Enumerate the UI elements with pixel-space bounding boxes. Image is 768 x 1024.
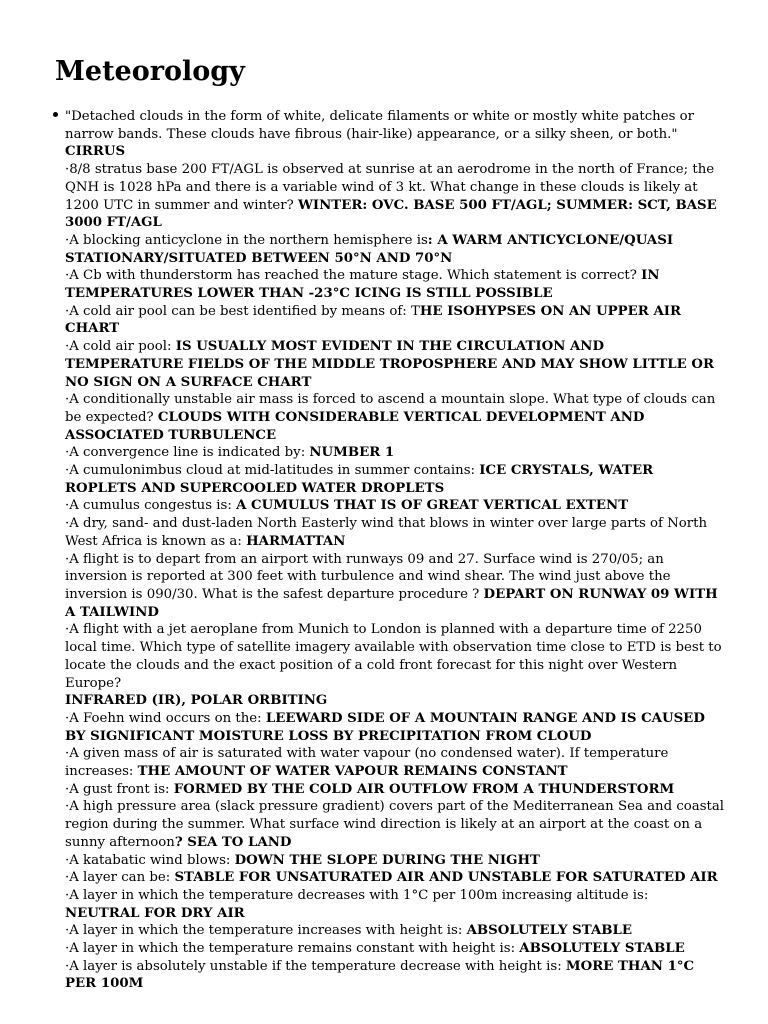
answer-text: DEPART ON RUNWAY 09 WITH A TAILWIND bbox=[65, 586, 718, 620]
answer-text: CLOUDS WITH CONSIDERABLE VERTICAL DEVELOPMENT AND ASSOCIATED TURBULENCE bbox=[65, 409, 645, 443]
question-text: ·A dry, sand- and dust-laden North Easterly wind that blows in winter over large parts of North West Africa is known as a: bbox=[65, 516, 708, 549]
question-text: ·A conditionally unstable air mass is forced to ascend a mountain slope. What type of clouds can be expected? bbox=[65, 392, 716, 425]
answer-text: MORE THAN 1°C PER 100M bbox=[65, 958, 695, 992]
qa-entry bbox=[65, 391, 725, 444]
qa-entry bbox=[65, 887, 725, 922]
question-text: ·A cold air pool: bbox=[65, 339, 176, 355]
answer-text: THE AMOUNT OF WATER VAPOUR REMAINS CONSTANT bbox=[137, 764, 568, 780]
qa-entry bbox=[65, 710, 725, 745]
qa-list bbox=[65, 108, 725, 993]
qa-entry bbox=[65, 462, 725, 497]
question-text: ·A layer is absolutely unstable if the temperature decrease with height is: bbox=[65, 958, 566, 974]
qa-entry bbox=[65, 338, 725, 391]
question-text: ·A convergence line is indicated by: bbox=[65, 445, 310, 461]
qa-entry bbox=[65, 232, 725, 267]
answer-text: IS USUALLY MOST EVIDENT IN THE CIRCULATION AND TEMPERATURE FIELDS OF THE MIDDLE TROPOSPHERE AND MAY SHOW LITTLE OR NO SIGN ON A SURFACE CHART bbox=[65, 339, 715, 390]
qa-entry bbox=[65, 940, 725, 958]
answer-text: IN TEMPERATURES LOWER THAN -23°C ICING IS STILL POSSIBLE bbox=[65, 268, 660, 302]
question-text: ·A cumulonimbus cloud at mid-latitudes in summer contains: bbox=[65, 463, 480, 479]
answer-text: INFRARED (IR), POLAR ORBITING bbox=[65, 693, 328, 709]
question-text: ·A gust front is: bbox=[65, 781, 174, 797]
qa-entry bbox=[65, 303, 725, 338]
question-text: ·A high pressure area (slack pressure gradient) covers part of the Mediterranean Sea and coastal region during the summer. What surface wind direction is likely at an airport at the coast on a sunny afternoon bbox=[65, 799, 725, 850]
list-bullet bbox=[53, 112, 58, 117]
answer-text: ICE CRYSTALS, WATER ROPLETS AND SUPERCOOLED WATER DROPLETS bbox=[65, 463, 654, 496]
question-text: ·A flight is to depart from an airport with runways 09 and 27. Surface wind is 270/05; an inversion is reported at 300 feet with turbulence and wind shear. The wind just above the inversion is 090/30. What is the safest departure procedure ? bbox=[65, 551, 671, 602]
question-text: ·A given mass of air is saturated with water vapour (no condensed water). If temperature increases: bbox=[65, 746, 669, 780]
question-text: ·A katabatic wind blows: bbox=[65, 852, 235, 868]
qa-entry bbox=[65, 108, 725, 161]
answer-text: WINTER: OVC. BASE 500 FT/AGL; SUMMER: SCT, BASE 3000 FT/AGL bbox=[65, 197, 717, 231]
qa-entry bbox=[65, 444, 725, 462]
qa-entry bbox=[65, 161, 725, 232]
question-text: ·A cumulus congestus is: bbox=[65, 498, 237, 514]
qa-entry bbox=[65, 798, 725, 851]
answer-text: STABLE FOR UNSATURATED AIR AND UNSTABLE FOR SATURATED AIR bbox=[174, 870, 718, 886]
page-title: Meteorology bbox=[55, 56, 245, 87]
qa-entry bbox=[65, 869, 725, 887]
question-text: ·A Cb with thunderstorm has reached the mature stage. Which statement is correct? bbox=[65, 268, 642, 284]
question-text: ·A cold air pool can be best identified by means of: T bbox=[65, 303, 420, 319]
qa-entry bbox=[65, 515, 725, 550]
question-text: ·A Foehn wind occurs on the: bbox=[65, 710, 266, 726]
answer-text: ABSOLUTELY STABLE bbox=[466, 923, 632, 939]
question-text: ·A layer in which the temperature increases with height is: bbox=[65, 923, 467, 939]
qa-entry bbox=[65, 745, 725, 780]
question-text: ·A flight with a jet aeroplane from Munich to London is planned with a departure time of 2250 local time. Which type of satellite imagery available with observation time close to ETD is best to locate the clouds and the exact position of a cold front forecast for this night over Western Europe? bbox=[65, 622, 722, 691]
answer-text: ? SEA TO LAND bbox=[174, 834, 292, 850]
question-text: ·A blocking anticyclone in the northern hemisphere is bbox=[65, 232, 428, 248]
answer-text: ABSOLUTELY STABLE bbox=[519, 941, 685, 957]
answer-text: FORMED BY THE COLD AIR OUTFLOW FROM A THUNDERSTORM bbox=[173, 781, 675, 797]
qa-entry bbox=[65, 852, 725, 870]
qa-entry bbox=[65, 551, 725, 622]
question-text: ·8/8 stratus base 200 FT/AGL is observed at sunrise at an aerodrome in the north of France; the QNH is 1028 hPa and there is a variable wind of 3 kt. What change in these clouds is likely at 1200 UTC in summer and winter? bbox=[65, 162, 715, 213]
qa-entry bbox=[65, 621, 725, 710]
answer-text: NEUTRAL FOR DRY AIR bbox=[65, 905, 245, 921]
question-text: ·A layer can be: bbox=[65, 870, 175, 886]
answer-text: LEEWARD SIDE OF A MOUNTAIN RANGE AND IS CAUSED BY SIGNIFICANT MOISTURE LOSS BY PRECIPITATION FROM CLOUD bbox=[65, 710, 705, 744]
qa-entry bbox=[65, 922, 725, 940]
qa-entry bbox=[65, 958, 725, 993]
question-text: "Detached clouds in the form of white, delicate filaments or white or mostly white patches or narrow bands. These clouds have fibrous (hair-like) appearance, or a silky sheen, or both." bbox=[65, 109, 695, 142]
answer-text: DOWN THE SLOPE DURING THE NIGHT bbox=[234, 852, 540, 868]
answer-text: HARMATTAN bbox=[246, 533, 346, 549]
qa-entry bbox=[65, 267, 725, 302]
qa-entry bbox=[65, 497, 725, 515]
answer-text: CIRRUS bbox=[65, 144, 126, 160]
qa-entry bbox=[65, 781, 725, 799]
question-text: ·A layer in which the temperature decreases with 1°C per 100m increasing altitude is: bbox=[65, 887, 649, 903]
answer-text: A CUMULUS THAT IS OF GREAT VERTICAL EXTENT bbox=[236, 498, 629, 514]
answer-text: NUMBER 1 bbox=[309, 445, 395, 461]
answer-text: HE ISOHYPSES ON AN UPPER AIR CHART bbox=[65, 303, 682, 337]
question-text: ·A layer in which the temperature remains constant with height is: bbox=[65, 941, 520, 957]
answer-text: : A WARM ANTICYCLONE/QUASI STATIONARY/SITUATED BETWEEN 50°N AND 70°N bbox=[65, 232, 674, 266]
